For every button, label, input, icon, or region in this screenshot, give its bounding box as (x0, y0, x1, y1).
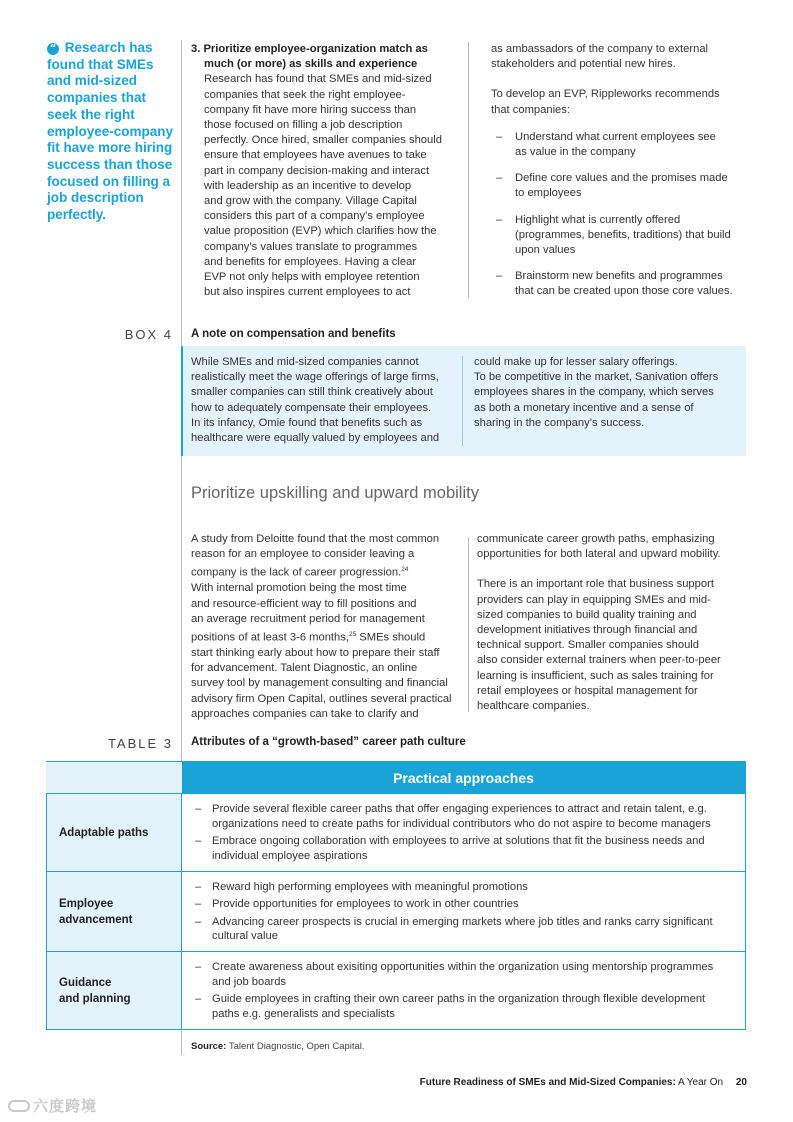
table-header-row (47, 762, 746, 794)
text-line: those focused on filling a job description (204, 119, 403, 132)
list-item: – Reward high performing employees with meaningful promotions (195, 880, 528, 893)
text-line: company is the lack of career progression.$^{24}$ (191, 566, 409, 580)
row-approaches (182, 794, 746, 872)
list-item-line: Understand what current employees see (515, 130, 716, 143)
dash-bullet: – (195, 915, 202, 928)
text-line: positions of at least 3-6 months,$^{25}$ SMEs should (191, 630, 426, 644)
table-title: Attributes of a “growth-based” career path culture (191, 736, 466, 748)
box-4-right-text (474, 355, 739, 431)
text-line: reason for an employee to consider leaving a (191, 548, 415, 561)
box-4-left-text (191, 355, 456, 446)
column-divider-mid (468, 537, 469, 712)
text-line: approaches companies can take to clarify and (191, 707, 419, 720)
text-line: healthcare were equally valued by employees and (191, 432, 440, 445)
section-heading: Prioritize upskilling and upward mobility (191, 484, 479, 502)
dash-bullet: – (496, 130, 503, 143)
text-line: an average recruitment period for management (191, 612, 425, 625)
text-line: for advancement. Talent Diagnostic, an online (191, 662, 418, 675)
text-line: retail employees or hospital management for (477, 684, 698, 697)
row-approaches (182, 952, 746, 1030)
text-line: sharing in the company’s success. (474, 416, 645, 429)
text-line: providers can play in equipping SMEs and mid- (477, 593, 711, 606)
dash-bullet: – (195, 880, 202, 893)
row-approaches (182, 872, 746, 952)
text-line: realistically meet the wage offerings of large firms, (191, 371, 439, 384)
list-item-line: Brainstorm new benefits and programmes (515, 270, 723, 283)
row-label: Adaptable paths (47, 794, 182, 872)
table-row (47, 952, 746, 1030)
row-label: Employee advancement (47, 872, 182, 952)
page-number: 20 (735, 1077, 747, 1088)
list-item-line: Define core values and the promises made (515, 172, 728, 185)
table-source (191, 1041, 365, 1052)
list-item: – Guide employees in crafting their own career paths in the organization through flexible development paths e.g. generalists and specialists (195, 993, 706, 1020)
list-item-line: Highlight what is currently offered (515, 213, 681, 226)
text-line: company’s values translate to programmes (204, 240, 418, 253)
text-line: opportunities for both lateral and upward mobility. (477, 548, 721, 561)
text-line: While SMEs and mid-sized companies cannot (191, 356, 419, 368)
text-line: learning is insufficient, such as sales training for (477, 669, 714, 682)
list-item: – Create awareness about exisiting opportunities within the organization using mentorship programmes and job boards (195, 961, 714, 988)
list-item-line: that can be created upon those core values. (515, 285, 733, 298)
text-line: In its infancy, Omie found that benefits such as (191, 416, 423, 429)
text-line: ensure that employees have avenues to take (204, 149, 427, 162)
text-line: and resource-efficient way to fill positions and (191, 597, 417, 610)
dash-bullet: – (195, 835, 202, 847)
text-line: technical support. Smaller companies should (477, 639, 700, 652)
text-line: and grow with the company. Village Capital (204, 195, 417, 208)
list-item-line: (programmes, benefits, traditions) that build (515, 228, 731, 241)
source-text: Talent Diagnostic, Open Capital. (226, 1041, 365, 1052)
text-line: companies that seek the right employee- (204, 88, 406, 101)
item-3-heading-line-1: 3. Prioritize employee-organization match as (191, 43, 428, 55)
dash-bullet: – (496, 270, 503, 283)
table-label: TABLE 3 (107, 736, 173, 751)
list-item: – Provide several flexible career paths that offer engaging experiences to attract and retain talent, e.g. organizations need to create paths for individual contributors who do not aspire to become managers (195, 803, 711, 830)
column-divider-top (468, 42, 469, 298)
table-header: Practical approaches (182, 762, 746, 794)
text-line: With internal promotion being the most time (191, 582, 407, 595)
box-label: BOX 4 (124, 327, 173, 342)
text-line: development initiatives through financial and (477, 624, 698, 637)
text-line: healthcare companies. (477, 700, 590, 713)
text-line: value proposition (EVP) which clarifies how the (204, 225, 437, 238)
dash-bullet: – (195, 803, 202, 815)
list-item: – Advancing career prospects is crucial in emerging markets where job titles and ranks carry significant cultural value (195, 915, 713, 942)
text-line: advisory firm Open Capital, outlines several practical (191, 692, 452, 705)
text-line: but also inspires current employees to act (204, 286, 411, 299)
text-line: how to adequately compensate their employees. (191, 401, 432, 414)
text-line: perfectly. Once hired, smaller companies should (204, 134, 442, 147)
evp-intro (491, 87, 751, 117)
footnote-ref: 25 (348, 630, 357, 638)
list-item-line: upon values (515, 244, 576, 257)
dash-bullet: – (195, 898, 202, 910)
pull-quote-text: Research has found that SMEs and mid-sized companies that seek the right employee-company fit have more hiring success than those focused on filling a job description perfectly. (47, 40, 174, 223)
text-line: could make up for lesser salary offerings. (474, 356, 678, 368)
text-line: considers this part of a company’s employee (204, 210, 425, 223)
evp-recommendations-list (490, 130, 751, 300)
list-item (490, 171, 751, 201)
list-item: – Embrace ongoing collaboration with employees to arrive at solutions that fit the business needs and individual employee aspirations (195, 835, 705, 862)
text-line: To be competitive in the market, Sanivation offers (474, 371, 719, 384)
dash-bullet: – (195, 961, 202, 973)
box-4-divider (462, 356, 463, 446)
text-line: as ambassadors of the company to external (491, 43, 709, 55)
text-line: start thinking early about how to prepare their staff (191, 646, 440, 659)
career-path-table (46, 761, 746, 1030)
evp-continuation (491, 42, 751, 72)
box-title: A note on compensation and benefits (191, 328, 396, 340)
dash-bullet: – (195, 993, 202, 1005)
table-header-blank (47, 762, 182, 794)
source-label: Source: (191, 1041, 227, 1052)
list-item (490, 269, 751, 299)
text-line: A study from Deloitte found that the most common (191, 533, 440, 545)
text-line: also consider external trainers when peer-to-peer (477, 654, 721, 667)
text-line: sized companies to build quality training and (477, 608, 697, 621)
evp-column (491, 42, 751, 311)
text-line: as both a monetary incentive and a sense of (474, 401, 694, 414)
item-3-block (191, 42, 463, 300)
text-line: stakeholders and potential new hires. (491, 58, 676, 71)
table-row (47, 794, 746, 872)
section-left-text (191, 532, 463, 722)
text-line: Research has found that SMEs and mid-sized (204, 73, 432, 86)
text-line: employees shares in the company, which serves (474, 386, 714, 399)
footnote-ref: 24 (401, 566, 409, 574)
list-item-line: as value in the company (515, 146, 636, 159)
item-3-body (191, 72, 463, 300)
watermark: 六度跨境 (8, 1095, 97, 1116)
text-line: To develop an EVP, Rippleworks recommends (491, 88, 720, 101)
footer-subtitle: A Year On (675, 1077, 724, 1088)
table-row (47, 872, 746, 952)
text-line: survey tool by management consulting and financial (191, 677, 448, 690)
list-item: – Provide opportunities for employees to work in other countries (195, 898, 519, 910)
dash-bullet: – (496, 172, 503, 185)
text-line: and benefits for employees. Having a clear (204, 255, 417, 268)
text-line: part in company decision-making and interact (204, 164, 430, 177)
text-line: that companies: (491, 103, 570, 116)
list-item-line: to employees (515, 187, 582, 200)
watermark-logo-icon (8, 1100, 30, 1112)
text-line: smaller companies can still think creatively about (191, 386, 433, 399)
text-line: with leadership as an incentive to develop (204, 179, 412, 192)
item-3-heading-line-2: much (or more) as skills and experience (204, 58, 418, 71)
page-footer (420, 1077, 747, 1088)
pull-quote (47, 40, 175, 224)
dash-bullet: – (496, 213, 503, 226)
quote-icon: “ (47, 43, 59, 55)
section-right-text (477, 532, 747, 714)
row-label: Guidance and planning (47, 952, 182, 1030)
text-line: company fit have more hiring success than (204, 103, 417, 116)
list-item (490, 213, 751, 259)
text-line: There is an important role that business support (477, 578, 714, 591)
text-line: communicate career growth paths, emphasizing (477, 533, 715, 545)
list-item (490, 130, 751, 160)
text-line: EVP not only helps with employee retention (204, 271, 420, 284)
footer-title: Future Readiness of SMEs and Mid-Sized Companies: (419, 1077, 676, 1088)
